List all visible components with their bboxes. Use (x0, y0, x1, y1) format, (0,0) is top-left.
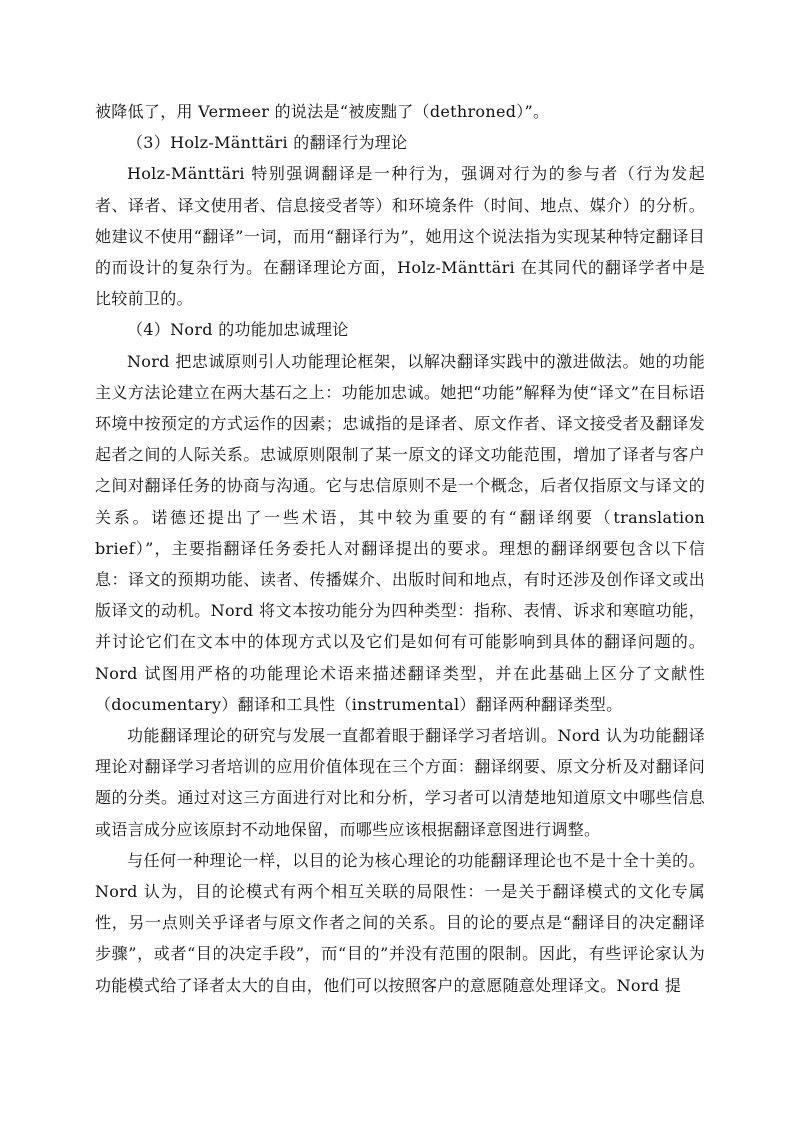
paragraph-limitations: 与任何一种理论一样，以目的论为核心理论的功能翻译理论也不是十全十美的。Nord 认为，目的论模式有两个相互关联的局限性：一是关于翻译模式的文化专属性，另一点则关乎译者与原文作者之间的关系。目的论的要点是“翻译目的决定翻译步骤”，或者“目的决定手段”，而“目的”并没有范围的限制。因此，有些评论家认为功能模式给了译者太大的自由，他们可以按照客户的意愿随意处理译文。Nord 提 (95, 850, 705, 995)
section-heading-nord: （4）Nord 的功能加忠诚理论 (127, 320, 349, 340)
section-heading-holz-manttari: （3）Holz-Mänttäri 的翻译行为理论 (127, 133, 408, 153)
paragraph-nord-loyalty: Nord 把忠诚原则引人功能理论框架，以解决翻译实践中的激进做法。她的功能主义方法论建立在两大基石之上：功能加忠诚。她把“功能”解释为使“译文”在目标语环境中按预定的方式运作的因素；忠诚指的是译者、原文作者、译文接受者及翻译发起者之间的人际关系。忠诚原则限制了某一原文的译文功能范围，增加了译者与客户之间对翻译任务的协商与沟通。它与忠信原则不是一个概念，后者仅指原文与译文的关系。诺德还提出了一些术语，其中较为重要的有“翻译纲要（translation brief）”，主要指翻译任务委托人对翻译提出的要求。理想的翻译纲要包含以下信息：译文的预期功能、读者、传播媒介、出版时间和地点，有时还涉及创作译文或出版译文的动机。Nord 将文本按功能分为四种类型：指称、表情、诉求和寒暄功能，并讨论它们在文本中的体现方式以及它们是如何有可能影响到具体的翻译问题的。Nord 试图用严格的功能理论术语来描述翻译类型，并在此基础上区分了文献性（documentary）翻译和工具性（instrumental）翻译两种翻译类型。 (95, 351, 705, 714)
paragraph-holz-manttari: Holz-Mänttäri 特别强调翻译是一种行为，强调对行为的参与者（行为发起者、译者、译文使用者、信息接受者等）和环境条件（时间、地点、媒介）的分析。她建议不使用“翻译”一词，而用“翻译行为”，她用这个说法指为实现某种特定翻译目的而设计的复杂行为。在翻译理论方面，Holz-Mänttäri 在其同代的翻译学者中是比较前卫的。 (95, 164, 705, 309)
paragraph-translator-training: 功能翻译理论的研究与发展一直都着眼于翻译学习者培训。Nord 认为功能翻译理论对翻译学习者培训的应用价值体现在三个方面：翻译纲要、原文分析及对翻译问题的分类。通过对这三方面进行对比和分析，学习者可以清楚地知道原文中哪些信息或语言成分应该原封不动地保留，而哪些应该根据翻译意图进行调整。 (95, 726, 705, 839)
continuation-paragraph: 被降低了，用 Vermeer 的说法是“被废黜了（dethroned）”。 (95, 102, 550, 121)
document-body (95, 96, 705, 1001)
